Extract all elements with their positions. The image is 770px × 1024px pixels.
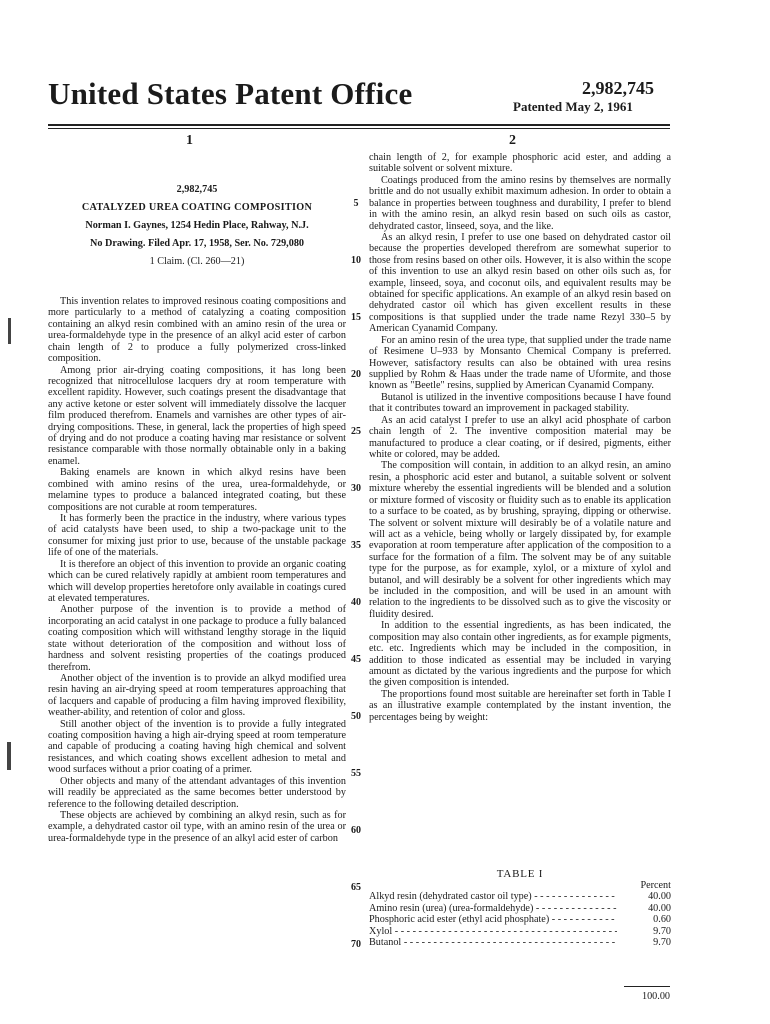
heading-claims: 1 Claim. (Cl. 260—21)	[149, 256, 245, 267]
left-column	[48, 296, 346, 844]
paragraph: As an acid catalyst I prefer to use an alkyl acid phosphate of carbon chain length of 2. The inventive composition material may be manufactured to produce a clear coating, or if desired, pigments, either white or colored, may be added.	[369, 414, 671, 460]
line-number: 15	[351, 312, 361, 323]
line-number: 40	[351, 597, 361, 608]
patented-date: Patented May 2, 1961	[513, 99, 633, 114]
paragraph: Other objects and many of the attendant advantages of this invention will readily be appreciated as the same becomes better understood by reference to the following detailed description.	[48, 775, 346, 810]
table-row	[369, 937, 671, 948]
patent-number: 2,982,745	[582, 78, 654, 98]
line-number: 35	[351, 540, 361, 551]
heading-inventor: Norman I. Gaynes, 1254 Hedin Place, Rahway, N.J.	[85, 220, 309, 231]
table-unit-header: Percent	[640, 880, 671, 891]
composition-table	[369, 880, 671, 948]
line-number: 45	[351, 654, 361, 665]
table-row-label: Butanol - - -	[369, 937, 617, 948]
line-number: 65	[351, 882, 361, 893]
paragraph: These objects are achieved by combining an alkyd resin, such as for example, a dehydrated castor oil type, with an amino resin of the urea or urea-formaldehyde type in the presence of an alkyl acid ester of carbon	[48, 809, 346, 844]
paragraph: For an amino resin of the urea type, that supplied under the trade name of Resimene U–933 by Monsanto Chemical Company is preferred. However, satisfactory results can also be obtained with urea resins supplied by Rohm & Haas under the trade name of Uformite, and those known as "Beetle" resins, supplied by American Cyanamid Company.	[369, 334, 671, 392]
paragraph: In addition to the essential ingredients, as has been indicated, the composition may also contain other ingredients, as for example pigments, etc. etc. Ingredients which may be included in the composition, in addition to those indicated as essential may be included in varying amount as dictated by the various ingredients and the purpose for which the given composition is intended.	[369, 620, 671, 689]
table-row-value: 0.60	[653, 914, 671, 926]
heading-patent-number: 2,982,745	[176, 184, 218, 195]
paragraph: Among prior air-drying coating compositions, it has long been recognized that nitrocellulose lacquers dry at room temperature with excellent rapidity. However, such coatings present the disadvantage that any active ketone or ester solvent will immediately dissolve the lacquer film produced therefrom. Enamels and varnishes are other types of air-drying compositions. These, in general, lack the properties of high speed of drying and do not produce a coating having mar resistance or solvent resistance comparable with those normally obtainable only in a baking enamel.	[48, 364, 346, 467]
paragraph: Another object of the invention is to provide an alkyd modified urea resin having an air-drying speed at room temperatures approaching that of lacquers and capable of producing a film having improved flexibility, weather-ability, and retention of color and gloss.	[48, 672, 346, 719]
heading-title: CATALYZED UREA COATING COMPOSITION	[81, 202, 313, 213]
table-title: TABLE I	[496, 868, 544, 880]
column-number-right: 2	[509, 133, 516, 148]
table-row-value: 40.00	[648, 902, 671, 914]
table-total: 100.00	[641, 991, 670, 1002]
line-number: 60	[351, 825, 361, 836]
table-row	[369, 903, 671, 914]
paragraph: Baking enamels are known in which alkyd resins have been combined with amino resins of the urea, urea-formaldehyde, or melamine types to produce a balanced integrated coating, but these compositions are not curable at room temperatures.	[48, 467, 346, 513]
paragraph: Butanol is utilized in the inventive compositions because I have found that it contributes toward an improvement in packaged stability.	[369, 391, 671, 415]
line-number: 50	[351, 711, 361, 722]
line-number: 20	[351, 369, 361, 380]
table-row-value: 9.70	[653, 937, 671, 949]
column-number-left: 1	[186, 133, 193, 148]
line-number: 5	[353, 198, 359, 209]
right-column	[369, 152, 671, 723]
header-rule	[48, 124, 670, 126]
paragraph: Another purpose of the invention is to provide a method of incorporating an acid catalyst in one package to produce a fully balanced coating composition which will withstand lengthy storage in the liquid state without deterioration of the composition and without loss of hardness and solvent resisting properties of the coatings produced therefrom.	[48, 604, 346, 673]
heading-filing: No Drawing. Filed Apr. 17, 1958, Ser. No. 729,080	[89, 238, 305, 249]
paragraph: chain length of 2, for example phosphoric acid ester, and adding a suitable solvent or solvent mixture.	[369, 152, 671, 175]
table-row-label: Xylol - - -	[369, 926, 617, 937]
paragraph: The proportions found most suitable are hereinafter set forth in Table I as an illustrative example contemplated by the instant invention, the percentages being by weight:	[369, 688, 671, 723]
paragraph: The composition will contain, in addition to an alkyd resin, an amino resin, a phosphoric acid ester and butanol, a suitable solvent or solvent mixture whereby the essential ingredients will be blended and a solution or mixture formed of viscosity or fluidity such as to enable its application to a surface to be coated, as by brushing, spraying, dipping or otherwise. The solvent or solvent mixture will desirably be of a volatile nature and will act as a vehicle, being wholly or largely dissipated by, for example evaporation at room temperature after application of the composition to a surface for the formation of a film. The solvent may be of any suitable type for the purpose, as for example, xylol, or a mixture of xylol and butanol, and will desirably be a solvent for other ingredients which may be included in the composition, and will be used in an amount with relation to the ingredients to be dissolved such as to give the viscosity or fluidity desired.	[369, 460, 671, 620]
paragraph: This invention relates to improved resinous coating compositions and more particularly to a method of catalyzing a coating composition containing an alkyd resin combined with an amino resin of the urea or urea-formaldehyde type in the presence of an alkyl acid ester of carbon chain length of 2 to produce a fully polymerized cross-linked composition.	[48, 296, 346, 365]
table-total-rule	[624, 986, 670, 987]
table-row-value: 40.00	[648, 891, 671, 903]
header-rule-thin	[48, 128, 670, 129]
scan-mark	[7, 742, 11, 770]
table-row-label: Amino resin (urea) (urea-formaldehyde) - - -	[369, 903, 617, 914]
paragraph: It has formerly been the practice in the industry, where various types of acid catalysts have been used, to ship a two-package unit to the consumer for mixing just prior to use, because of the unstable package life of one of the materials.	[48, 513, 346, 559]
line-number: 30	[351, 483, 361, 494]
line-number: 10	[351, 255, 361, 266]
office-title: United States Patent Office	[48, 76, 413, 111]
line-number: 25	[351, 426, 361, 437]
table-row	[369, 914, 671, 925]
paragraph: Coatings produced from the amino resins by themselves are normally brittle and do not usually exhibit maximum adhesion. In order to obtain a balance in properties between toughness and durability, I prefer to blend in with the amino resin, an alkyd resin based on such oils as castor, dehydrated castor, linseed, soya, and the like.	[369, 174, 671, 232]
paragraph: It is therefore an object of this invention to provide an organic coating which can be cured relatively rapidly at ambient room temperatures and which will develop properties heretofore only available in coatings cured at elevated temperatures.	[48, 558, 346, 604]
table-row-label: Phosphoric acid ester (ethyl acid phosphate) - - -	[369, 914, 617, 925]
table-row-label: Alkyd resin (dehydrated castor oil type) - - -	[369, 891, 617, 902]
table-row	[369, 926, 671, 937]
paragraph: Still another object of the invention is to provide a fully integrated coating composition having a high air-drying speed at room temperature and capable of producing a coating having high chemical and solvent resistances, and which coating shows excellent adhesion to metal and wood surfaces without a prior coating of a primer.	[48, 718, 346, 776]
paragraph: As an alkyd resin, I prefer to use one based on dehydrated castor oil because the properties developed therefrom are somewhat superior to those from resins based on other oils. However, it is also within the scope of this invention to use an alkyd resin based on other oils such as, for example, linseed, soya, and coconut oils, and equivalent results may be obtained for specific applications. An example of an alkyd resin based on dehydrated castor oil which has given excellent results in these compositions is that supplied under the trade name Rezyl 330–5 by American Cyanamid Company.	[369, 231, 671, 335]
table-row	[369, 891, 671, 902]
scan-mark	[8, 318, 11, 344]
line-number: 55	[351, 768, 361, 779]
line-number: 70	[351, 939, 361, 950]
table-row-value: 9.70	[653, 925, 671, 937]
